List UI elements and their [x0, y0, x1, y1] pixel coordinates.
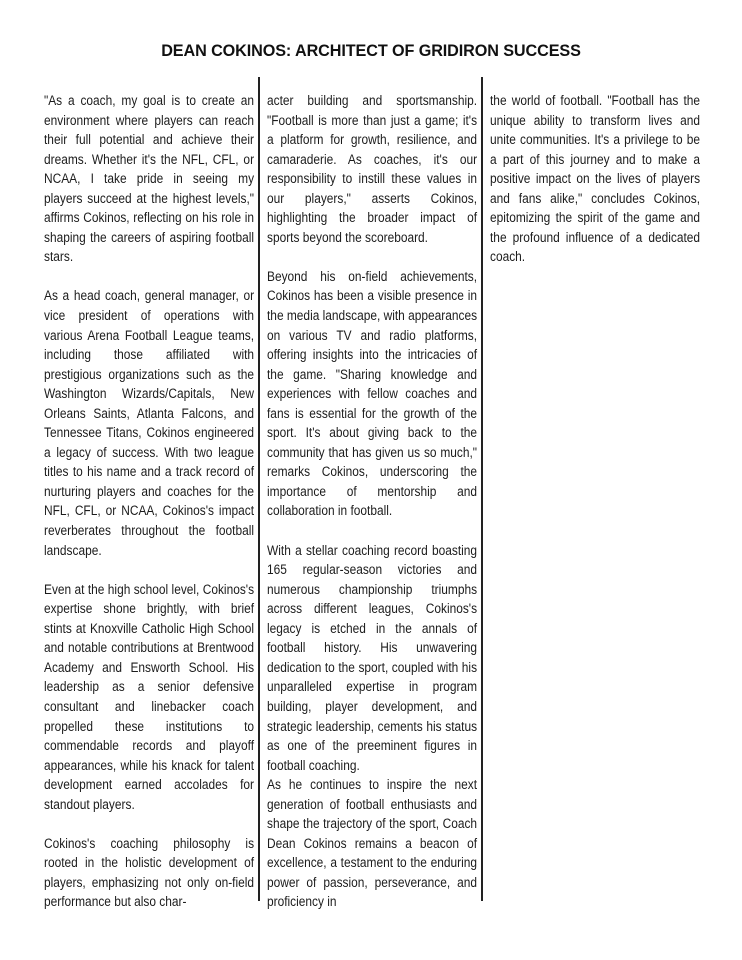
paragraph: With a stellar coaching record boasting 165 regular-season victories and numerous championship triumphs across different leagues, Cokinos's legacy is etched in the annals of football history. His unwavering dedication to the sport, coupled with his unparalleled expertise in program building, player development, and strategic leadership, cements his status as one of the preeminent figures in football coaching. — [267, 542, 478, 773]
paragraph: "As a coach, my goal is to create an environment where players can reach their full potential and achieve their dreams. Whether it's the NFL, CFL, or NCAA, I take pride in seeing my players succeed at the highest levels," affirms Cokinos, reflecting on his role in shaping the careers of aspiring football stars. — [44, 93, 255, 265]
article-title: DEAN COKINOS: ARCHITECT OF GRIDIRON SUCCESS — [161, 42, 581, 60]
column-divider — [481, 77, 483, 901]
paragraph: As he continues to inspire the next generation of football enthusiasts and shape the trajectory of the sport, Coach Dean Cokinos remains a beacon of excellence, a testament to the enduring power of passion, perseverance, and proficiency in — [267, 777, 478, 910]
paragraph: the world of football. "Football has the unique ability to transform lives and unite communities. It's a privilege to be a part of this journey and to make a positive impact on the lives of players and fans alike," concludes Cokinos, epitomizing the spirit of the game and the profound influence of a dedicated coach. — [490, 93, 701, 265]
article-column-3 — [490, 91, 700, 286]
paragraph: Beyond his on-field achievements, Cokinos has been a visible presence in the media landscape, with appearances on various TV and radio platforms, offering insights into the intricacies of the game. "Sharing knowledge and experiences with fellow coaches and fans is essential for the growth of the sport. It's about giving back to the community that has given us so much," remarks Cokinos, underscoring the importance of mentorship and collaboration in football. — [267, 268, 478, 519]
paragraph: As a head coach, general manager, or vice president of operations with various Arena Football League teams, including those affiliated with prestigious organizations such as the Washington Wizards/Capitals, New Orleans Saints, Atlanta Falcons, and Tennessee Titans, Cokinos engineered a legacy of success. With two league titles to his name and a track record of nurturing players and coaches for the NFL, CFL, or NCAA, Cokinos's impact reverberates throughout the football landscape. — [44, 288, 255, 558]
article-column-2 — [267, 91, 477, 932]
column-divider — [258, 77, 260, 901]
paragraph: Cokinos's coaching philosophy is rooted in the holistic development of players, emphasizing not only on-field performance but also char- — [44, 835, 255, 910]
paragraph: acter building and sportsmanship. "Football is more than just a game; it's a platform for growth, resilience, and camaraderie. As coaches, it's our responsibility to instill these values in our players," asserts Cokinos, highlighting the broader impact of sports beyond the scoreboard. — [267, 93, 478, 245]
paragraph: Even at the high school level, Cokinos's expertise shone brightly, with brief stints at Knoxville Catholic High School and notable contributions at Brentwood Academy and Ensworth School. His leadership as a senior defensive consultant and linebacker coach propelled these institutions to commendable records and playoff appearances, while his knack for talent development earned accolades for standout players. — [44, 581, 255, 812]
article-column-1 — [44, 91, 254, 932]
